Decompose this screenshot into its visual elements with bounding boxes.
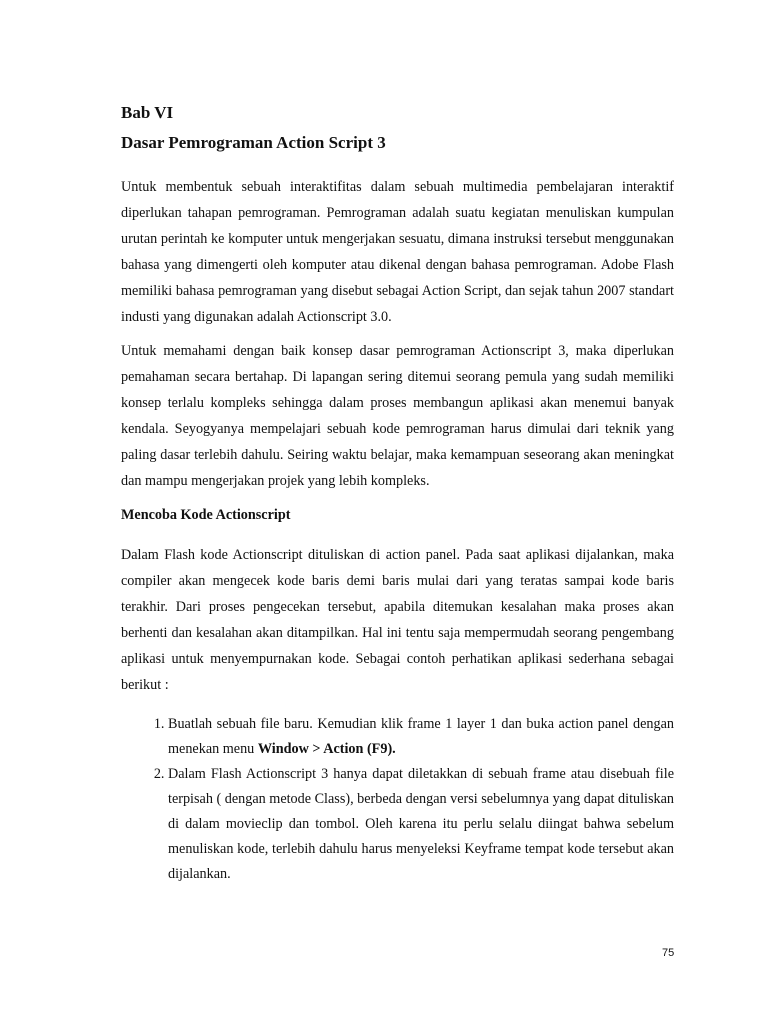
step-1-menu-path: Window > Action (F9). (257, 741, 396, 757)
action-panel-paragraph: Dalam Flash kode Actionscript dituliskan di action panel. Pada saat aplikasi dijalankan, maka compiler akan mengecek kode baris demi baris mulai dari yang teratas sampai kode baris terakhir. Dari proses pengecekan tersebut, apabila ditemukan kesalahan maka proses akan berhenti dan kesalahan akan ditampilkan. Hal ini tentu saja mempermudah seorang pengembang aplikasi untuk menyempurnakan kode. Sebagai contoh perhatikan aplikasi sederhana sebagai berikut : (121, 547, 674, 693)
page-number: 75 (662, 947, 675, 959)
list-item (168, 762, 674, 887)
list-item (168, 712, 674, 762)
section-heading: Mencoba Kode Actionscript (121, 507, 291, 523)
steps-list (121, 712, 674, 887)
page-content (121, 98, 674, 887)
step-1-text: Buatlah sebuah file baru. Kemudian klik frame 1 layer 1 dan buka action panel dengan menekan menu (168, 716, 674, 757)
chapter-heading: Bab VI (121, 103, 174, 122)
intro-paragraph: Untuk membentuk sebuah interaktifitas dalam sebuah multimedia pembelajaran interaktif diperlukan tahapan pemrograman. Pemrograman adalah suatu kegiatan menuliskan kumpulan urutan perintah ke komputer untuk mengerjakan sesuatu, dimana instruksi tersebut menggunakan bahasa yang dimengerti oleh komputer atau dikenal dengan bahasa pemrograman. Adobe Flash memiliki bahasa pemrograman yang disebut sebagai Action Script, dan sejak tahun 2007 standart industi yang digunakan adalah Actionscript 3.0. (121, 179, 674, 325)
chapter-title: Dasar Pemrograman Action Script 3 (121, 133, 386, 152)
concept-paragraph: Untuk memahami dengan baik konsep dasar pemrograman Actionscript 3, maka diperlukan pemahaman secara bertahap. Di lapangan sering ditemui seorang pemula yang sudah memiliki konsep terlalu kompleks sehingga dalam proses membangun aplikasi akan menemui banyak kendala. Seyogyanya mempelajari sebuah kode pemrograman harus dimulai dari teknik yang paling dasar terlebih dahulu. Seiring waktu belajar, maka kemampuan seseorang akan meningkat dan mampu mengerjakan projek yang lebih kompleks. (121, 343, 674, 489)
step-2-text: Dalam Flash Actionscript 3 hanya dapat diletakkan di sebuah frame atau disebuah file terpisah ( dengan metode Class), berbeda dengan versi sebelumnya yang dapat dituliskan di dalam movieclip dan tombol. Oleh karena itu perlu selalu diingat bahwa sebelum menuliskan kode, terlebih dahulu harus menyeleksi Keyframe tempat kode tersebut akan dijalankan. (168, 766, 674, 882)
